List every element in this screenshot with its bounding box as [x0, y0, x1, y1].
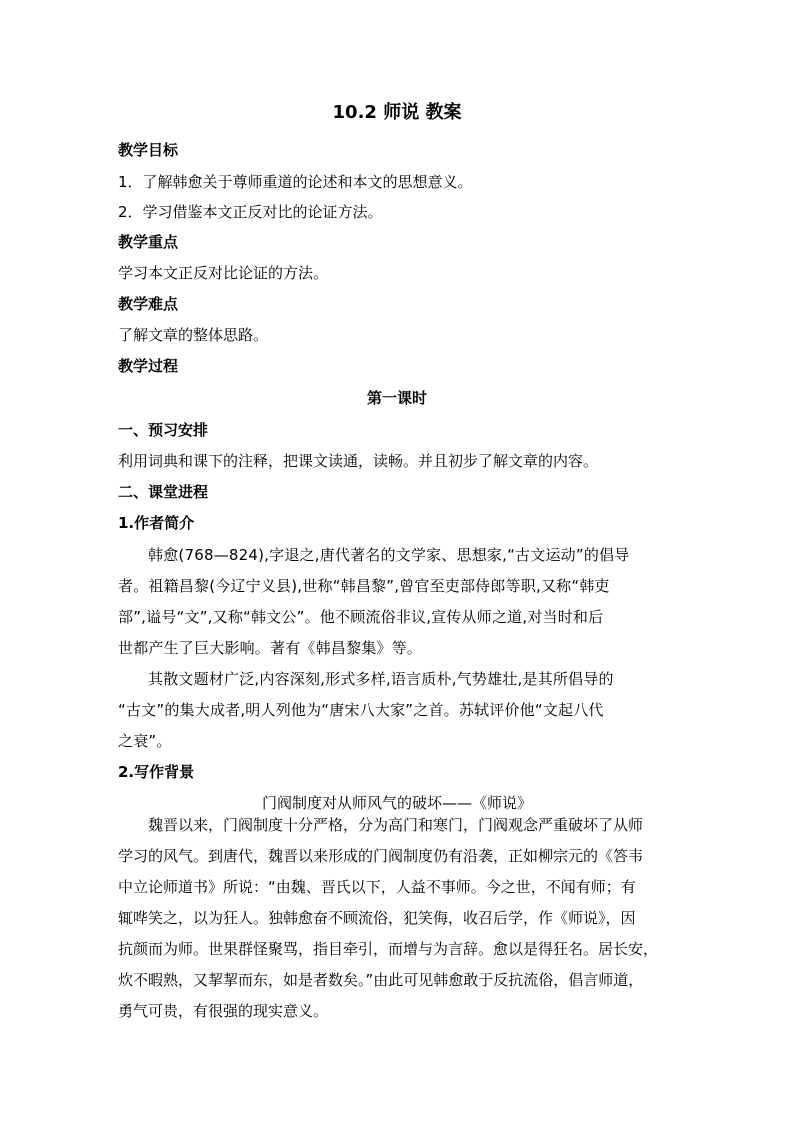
background-line-5: 抗颜而为师。世果群怪聚骂，指目牵引，而增与为言辞。愈以是得狂名。居长安， [118, 940, 659, 958]
objective-2: 2．学习借鉴本文正反对比的论证方法。 [118, 203, 383, 221]
objectives-heading: 教学目标 [118, 141, 179, 159]
author-p2-line-3: 之衰”。 [118, 732, 172, 750]
background-subtitle: 门阀制度对从师风气的破坏——《师说》 [261, 794, 532, 812]
difficulties-heading: 教学难点 [118, 295, 179, 313]
section-2-heading: 二、课堂进程 [118, 483, 209, 501]
author-p1-line-1: 韩愈(768—824),字退之,唐代著名的文学家、思想家,“古文运动”的倡导 [148, 546, 630, 564]
difficulties-text: 了解文章的整体思路。 [118, 326, 269, 344]
key-points-heading: 教学重点 [118, 233, 179, 251]
author-p1-line-4: 世都产生了巨大影响。著有《韩昌黎集》等。 [118, 639, 423, 657]
author-p1-line-2: 者。祖籍昌黎(今辽宁义县),世称“韩昌黎”,曾官至吏部侍郎等职,又称“韩吏 [118, 577, 610, 595]
author-p1-line-3: 部”,谥号“文”,又称“韩文公”。他不顾流俗非议,宣传从师之道,对当时和后 [118, 608, 604, 626]
process-heading: 教学过程 [118, 357, 179, 375]
sub-2-heading: 2.写作背景 [118, 763, 195, 781]
section-1-heading: 一、预习安排 [118, 421, 209, 439]
author-p2-line-2: “古文”的集大成者,明人列他为“唐宋八大家”之首。苏轼评价他“文起八代 [118, 701, 604, 719]
background-line-7: 勇气可贵，有很强的现实意义。 [118, 1002, 329, 1020]
background-line-3: 中立论师道书》所说：“由魏、晋氏以下，人益不事师。今之世，不闻有师；有 [118, 878, 636, 896]
author-p2-line-1: 其散文题材广泛,内容深刻,形式多样,语言质朴,气势雄壮,是其所倡导的 [148, 670, 614, 688]
section-1-text: 利用词典和课下的注释，把课文读通，读畅。并且初步了解文章的内容。 [118, 452, 599, 470]
sub-1-heading: 1.作者简介 [118, 514, 195, 532]
lesson-label: 第一课时 [366, 389, 427, 407]
background-line-2: 学习的风气。到唐代，魏晋以来形成的门阀制度仍有沿袭，正如柳宗元的《答韦 [118, 847, 644, 865]
key-points-text: 学习本文正反对比论证的方法。 [118, 264, 329, 282]
objective-1: 1．了解韩愈关于尊师重道的论述和本文的思想意义。 [118, 173, 473, 191]
doc-title: 10.2 师说 教案 [332, 102, 462, 123]
background-line-4: 辄哗笑之，以为狂人。独韩愈奋不顾流俗，犯笑侮，收召后学，作《师说》，因 [118, 909, 636, 927]
background-line-1: 魏晋以来，门阀制度十分严格，分为高门和寒门，门阀观念严重破坏了从师 [148, 816, 644, 834]
background-line-6: 炊不暇熟，又挈挈而东，如是者数矣。”由此可见韩愈敢于反抗流俗，倡言师道， [118, 971, 644, 989]
